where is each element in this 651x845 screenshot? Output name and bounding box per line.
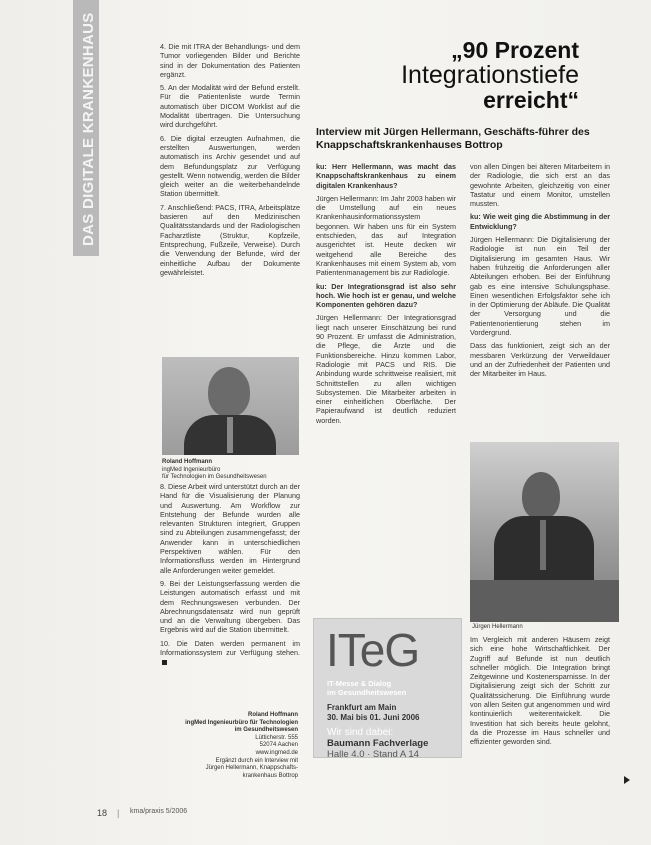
answer: Jürgen Hellermann: Im Jahr 2003 haben wir die Umstellung auf ein neues Krankenhausinformationssystem begonnen. Wir haben uns für ein System entschieden, das auf Integration ausgerichtet ist. Heute decken wir weitgehend alle Bereiche des Krankenhauses mit einem System ab, vom Patientenmanagement bis zur Radiologie. [316,193,456,278]
headline-line-3: erreicht“ [483,87,579,113]
list-item: 5. An der Modalität wird der Befund erstellt. Für die Patientenliste wurde Termin automatisch über DICOM Worklist auf die Modalität übertragen. Die Untersuchung wird durchgeführt. [160,83,300,130]
list-item: 4. Die mit ITRA der Behandlungs- und dem Tumor vorliegenden Bilder und Berichte sind in der Dokumentation des Patienten ergänzt. [160,42,300,79]
left-column-top [160,42,300,281]
lede: Interview mit Jürgen Hellermann, Geschäfts-führer des Knappschaftskrankenhauses Bottrop [316,126,590,151]
page-number: 18 [97,808,108,818]
headline-line-1: „90 Prozent [451,37,579,63]
section-label: DAS DIGITALE KRANKENHAUS [80,12,97,246]
continue-arrow-icon [624,776,630,784]
footer-separator: | [117,808,120,818]
answer: Jürgen Hellermann: Die Digitalisierung der Radiologie ist nun ein Teil der Digitalisierung im gesamten Haus. Wir haben frühzeitig die Anforderungen aller Abteilungen erhoben. Bei der Einführung gab es eine intensive Schulungsphase. Einen wesentlichen Erfolgsfaktor sehe ich in der Optimierung der Abläufe. Die Qualität der Versorgung und die Patientenorientierung stehen im Vordergrund. [470,235,610,338]
question: ku: Der Integrationsgrad ist also sehr hoch. Wie hoch ist er genau, und welche Komponenten gehören dazu? [316,281,456,310]
headline-line-2: Integrationstiefe [401,61,579,89]
list-item: 10. Die Daten werden permanent im Informationssystem zur Verfügung stehen. [160,639,300,667]
middle-column [316,162,456,429]
portrait-caption: Roland Hoffmann ingMed Ingenieurbüro für Technologien im Gesundheitswesen [162,459,267,481]
portrait-hoffmann [162,357,299,455]
iteg-advertisement[interactable]: ITeG IT-Messe & Dialog im Gesundheitswesen Frankfurt am Main 30. Mai bis 01. Juni 2006 Wir sind dabei: Baumann Fachverlage Halle 4.0 · Stand A 14 [313,618,462,758]
iteg-logo: ITeG [326,624,420,676]
list-item: 7. Anschließend: PACS, ITRA, Arbeitsplätze basieren auf den Medizinischen Qualitätsstandards und der Radiologischen Facharztliste (Struktur, Kopfzeile, Entsprechung, Fußzeile, Verweise). Durch die Verwendung der Befunde, wird der einheitliche Aufbau der Dokumente gewährleistet. [160,202,300,277]
question: ku: Herr Hellermann, was macht das Knappschaftskrankenhaus zu einem digitalen Krankenhaus? [316,162,456,190]
answer: von allen Dingen bei älteren Mitarbeitern in der Radiologie, die sich erst an das gewohnte Arbeiten, gleichzeitig von einer Tastatur und einem Monitor, umstellen mussten. [470,162,610,209]
question: ku: Wie weit ging die Abstimmung in der Entwicklung? [470,212,610,231]
headline [314,38,579,112]
answer: Dass das funktioniert, zeigt sich an der messbaren Verkürzung der Verweildauer und an der Zufriedenheit der Patienten und der Mitarbeiter im Haus. [470,341,610,379]
list-item: 6. Die digital erzeugten Aufnahmen, die erstellten Auswertungen, werden automatisch ins Archiv gesendet und auf dem Befundungsplatz zur Verfügung gestellt. Wenn notwendig, werden die Bilder gleich weiter an die weiterbehandelnde Station übermittelt. [160,133,300,199]
right-column [470,162,610,383]
end-mark-icon [162,660,167,665]
portrait-caption: Jürgen Hellermann [472,624,523,630]
right-column-bottom [470,635,610,751]
answer: Im Vergleich mit anderen Häusern zeigt sich eine hohe Wirtschaftlichkeit. Der Zugriff auf Befunde ist nun deutlich schneller möglich. Die Integration bringt Zeitgewinne und Kostenersparnisse. In der Digitalisierung zeigt sich der Schritt zur Qualitätssicherung. Die Einführung wurde von allen Seiten gut angenommen und wird kontinuierlich weiterentwickelt. Die Investition hat sich bereits heute gelohnt, da die Prozesse im Haus schneller und effizienter geworden sind. [470,635,610,747]
list-item: 8. Diese Arbeit wird unterstützt durch an der Hand für die Visualisierung der Planung und Auswertung. Am Workflow zur Entstehung der Befunde wurden alle relevanten Strukturen integriert, Gruppen sind zu Abteilungen zusammengefasst; der Anwender kann in unterschiedlichen Perspektiven wählen. Für den Informationsfluss werden im Hintergrund alle Anforderungen weiter gemeldet. [160,482,300,575]
list-item: 9. Bei der Leistungserfassung werden die Leistungen automatisch erfasst und mit dem Rechnungswesen verbunden. Der Abrechnungsdatensatz wird nun geprüft und an die Verwaltung übergeben. Das Ergebnis wird auf die Station übermittelt. [160,578,300,635]
left-column-bottom [160,482,300,671]
publication-name: kma/praxis 5/2006 [130,808,188,815]
author-box: Roland Hoffmann ingMed Ingenieurbüro für Technologien im Gesundheitswesen Lütticherstr. 555 52074 Aachen www.ingmed.de Ergänzt durch ein Interview mit Jürgen Hellermann, Knappschafts- krankenhaus Bottrop [185,712,298,779]
answer: Jürgen Hellermann: Der Integrationsgrad liegt nach unserer Einschätzung bei rund 90 Prozent. Er umfasst die Administration, die Pflege, die Ärzte und die Funktionsbereiche. Hinzu kommen Labor, Radiologie mit PACS und RIS. Die Anbindung wurde schrittweise realisiert, mit Schnittstellen zu allen wichtigen Subsystemen. Die Mitarbeiter arbeiten in einer einheitlichen Oberfläche. Der Papieraufwand ist deutlich reduziert worden. [316,313,456,425]
portrait-hellermann [470,442,619,622]
